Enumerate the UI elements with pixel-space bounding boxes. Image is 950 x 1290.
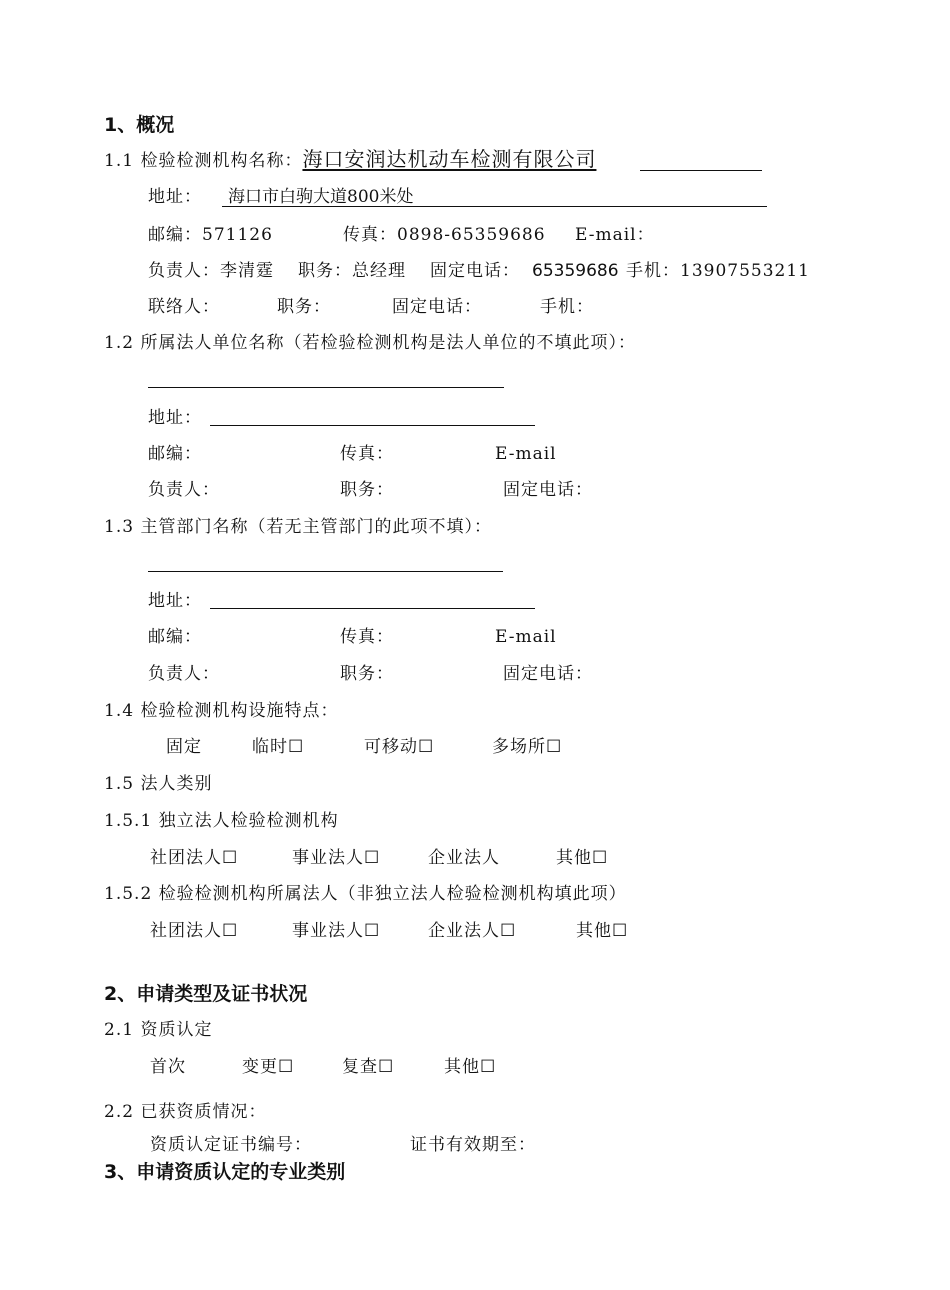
postcode-field: 邮编：571126 <box>148 225 273 245</box>
phone-label: 固定电话： <box>430 261 520 281</box>
contact-mobile-label: 手机： <box>540 297 594 317</box>
cert-number-label: 资质认定证书编号： <box>150 1135 312 1155</box>
org-name-label: 1.1 检验检测机构名称： <box>104 151 303 171</box>
affiliated-option-enterprise[interactable]: 企业法人☐ <box>428 921 517 941</box>
position-field: 职务：总经理 <box>298 261 406 281</box>
affiliated-option-other[interactable]: 其他☐ <box>576 921 629 941</box>
legal-unit-address-label: 地址： <box>148 408 202 428</box>
affiliated-option-public[interactable]: 事业法人☐ <box>292 921 381 941</box>
legal-unit-phone: 固定电话： <box>503 480 593 500</box>
section-3-heading: 3、申请资质认定的专业类别 <box>104 1161 346 1183</box>
qualification-option-other[interactable]: 其他☐ <box>444 1057 497 1077</box>
obtained-qualification-label: 2.2 已获资质情况： <box>104 1102 267 1122</box>
facility-option-temporary[interactable]: 临时☐ <box>252 737 305 757</box>
legal-unit-label: 1.2 所属法人单位名称（若检验检测机构是法人单位的不填此项）： <box>104 333 636 353</box>
cert-valid-label: 证书有效期至： <box>410 1135 536 1155</box>
authority-email: E-mail <box>495 627 557 647</box>
fax-field: 传真：0898-65359686 <box>343 225 546 245</box>
legal-unit-address-line <box>210 425 535 426</box>
independent-legal-label: 1.5.1 独立法人检验检测机构 <box>104 811 339 831</box>
email-field: E-mail： <box>575 225 655 245</box>
legal-unit-postcode: 邮编： <box>148 444 202 464</box>
legal-type-label: 1.5 法人类别 <box>104 774 213 794</box>
org-name-value: 海口安润达机动车检测有限公司 <box>302 147 597 171</box>
section-2-heading: 2、申请类型及证书状况 <box>104 983 308 1005</box>
authority-address-label: 地址： <box>148 591 202 611</box>
address-label: 地址： <box>148 187 202 207</box>
org-name-fill-line <box>640 170 762 171</box>
leader-field: 负责人：李清霆 <box>148 261 274 281</box>
legal-unit-email: E-mail <box>495 444 557 464</box>
independent-option-enterprise[interactable]: 企业法人 <box>428 848 500 868</box>
authority-fax: 传真： <box>340 627 394 647</box>
phone-value: 65359686 <box>532 261 619 281</box>
contact-label: 联络人： <box>148 297 220 317</box>
independent-option-social[interactable]: 社团法人☐ <box>150 848 239 868</box>
mobile-field: 手机：13907553211 <box>626 261 810 281</box>
facility-option-multisite[interactable]: 多场所☐ <box>492 737 563 757</box>
authority-address-line <box>210 608 535 609</box>
field-org-name <box>104 148 596 172</box>
independent-option-other[interactable]: 其他☐ <box>556 848 609 868</box>
field-address <box>148 186 202 208</box>
legal-unit-leader: 负责人： <box>148 480 220 500</box>
independent-option-public[interactable]: 事业法人☐ <box>292 848 381 868</box>
section-1-heading: 1、概况 <box>104 114 175 136</box>
authority-fill-line <box>148 571 503 572</box>
address-value: 海口市白驹大道800米处 <box>228 187 414 207</box>
legal-unit-fax: 传真： <box>340 444 394 464</box>
qualification-label: 2.1 资质认定 <box>104 1020 213 1040</box>
affiliated-legal-label: 1.5.2 检验检测机构所属法人（非独立法人检验检测机构填此项） <box>104 884 627 904</box>
facility-option-mobile[interactable]: 可移动☐ <box>364 737 435 757</box>
contact-phone-label: 固定电话： <box>392 297 482 317</box>
affiliated-option-social[interactable]: 社团法人☐ <box>150 921 239 941</box>
legal-unit-fill-line <box>148 387 504 388</box>
qualification-option-change[interactable]: 变更☐ <box>242 1057 295 1077</box>
qualification-option-first[interactable]: 首次 <box>150 1057 186 1077</box>
qualification-option-review[interactable]: 复查☐ <box>342 1057 395 1077</box>
contact-position-label: 职务： <box>277 297 331 317</box>
legal-unit-position: 职务： <box>340 480 394 500</box>
facility-label: 1.4 检验检测机构设施特点： <box>104 701 339 721</box>
authority-label: 1.3 主管部门名称（若无主管部门的此项不填）： <box>104 517 492 537</box>
authority-postcode: 邮编： <box>148 627 202 647</box>
address-underline <box>222 206 767 207</box>
authority-position: 职务： <box>340 664 394 684</box>
authority-leader: 负责人： <box>148 664 220 684</box>
facility-option-fixed[interactable]: 固定 <box>166 737 202 757</box>
authority-phone: 固定电话： <box>503 664 593 684</box>
